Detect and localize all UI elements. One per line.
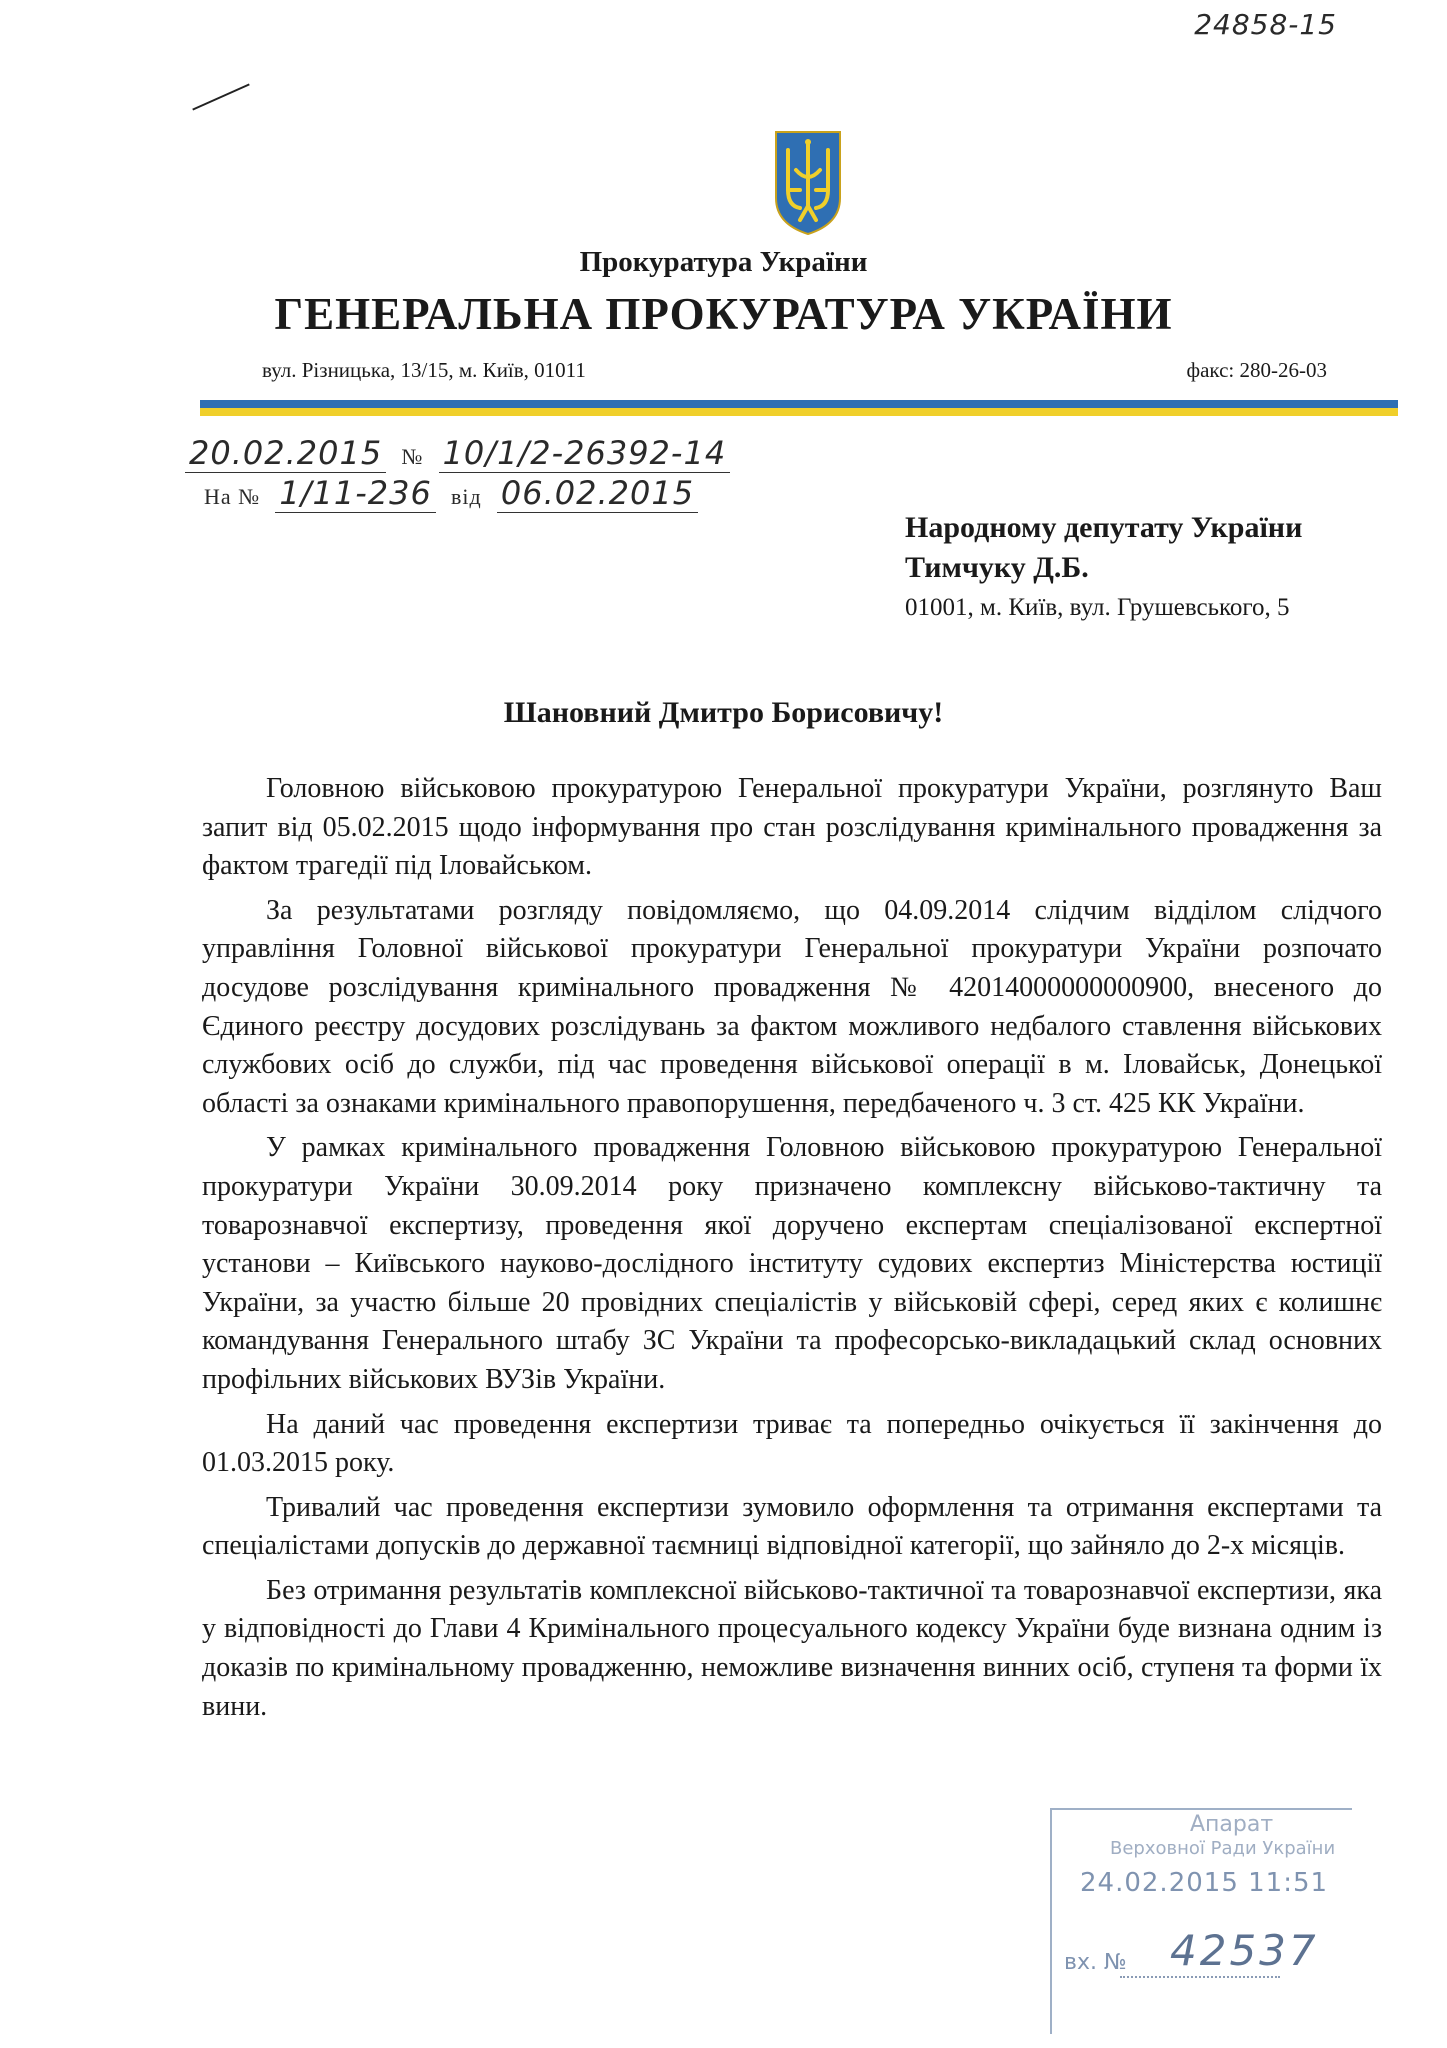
stamp-in-label: вх. №	[1064, 1950, 1127, 1975]
outgoing-date: 20.02.2015	[185, 434, 386, 473]
paragraph: У рамках кримінального провадження Головною військовою прокуратурою Генеральної прокуратури України 30.09.2014 року призначено комплексну військово-тактичну та товарознавчої експертизу, проведення якої доручено експертам спеціалізованої експертної установи – Київського науково-дослідного інституту судових експертиз Міністерства юстиції України, за участю більше 20 провідних спеціалістів у військовій сфері, серед яких є колишнє командування Генерального штабу ЗС України та професорсько-викладацький склад основних профільних військових ВУЗів України.	[202, 1132, 1382, 1395]
paragraph: Головною військовою прокуратурою Генеральної прокуратури України, розглянуто Ваш запит від 05.02.2015 щодо інформування про стан розслідування кримінального провадження за фактом трагедії під Іловайськом.	[202, 773, 1382, 882]
salutation: Шановний Дмитро Борисовичу!	[503, 696, 944, 729]
agency-name-small: Прокуратура України	[579, 246, 868, 278]
handwritten-registration-number: 24858-15	[1194, 8, 1337, 41]
outgoing-reference	[185, 434, 730, 472]
incoming-reference	[200, 474, 698, 512]
pen-mark	[192, 83, 249, 110]
paragraph: Тривалий час проведення експертизи зумовило оформлення та отримання експертами та спеціалістами допусків до державної таємниці відповідної категорії, що зайняло до 2-х місяців.	[202, 1491, 1382, 1562]
stamp-subtitle: Верховної Ради України	[1110, 1838, 1336, 1859]
from-label: від	[450, 484, 482, 509]
registration-stamp	[1050, 1808, 1350, 2032]
addressee-address: 01001, м. Київ, вул. Грушевського, 5	[905, 594, 1290, 621]
stamp-datetime: 24.02.2015 11:51	[1080, 1868, 1329, 1898]
addressee-block	[905, 508, 1302, 628]
stamp-title: Апарат	[1190, 1812, 1274, 1837]
paragraph: За результатами розгляду повідомляємо, що 04.09.2014 слідчим відділом слідчого управління Головної військової прокуратури Генеральної прокуратури України розпочато досудове розслідування кримінального провадження № 42014000000000900, внесеного до Єдиного реєстру досудових розслідувань за фактом можливого недбалого ставлення військових службових осіб до служби, під час проведення військової операції в м. Іловайськ, Донецької області за ознаками кримінального правопорушення, передбаченого ч. 3 ст. 425 КК України.	[202, 894, 1382, 1119]
flag-stripe-blue	[200, 400, 1398, 408]
paragraph: На даний час проведення експертизи триває та попередньо очікується її закінчення до 01.03.2015 року.	[202, 1408, 1382, 1479]
agency-fax: факс: 280-26-03	[1186, 358, 1327, 382]
ref-number: 1/11-236	[275, 474, 435, 513]
flag-stripe	[200, 400, 1398, 416]
number-label: №	[401, 444, 424, 469]
trident-icon	[770, 128, 846, 238]
paragraph: Без отримання результатів комплексної військово-тактичної та товарознавчої експертизи, яка у відповідності до Глави 4 Кримінального процесуального кодексу України буде визнана одним із доказів по кримінальному провадженню, неможливе визначення винних осіб, ступеня та форми їх вини.	[202, 1574, 1382, 1722]
ref-prefix: На №	[204, 484, 261, 509]
agency-address: вул. Різницька, 13/15, м. Київ, 01011	[262, 358, 586, 382]
flag-stripe-yellow	[200, 408, 1398, 416]
letter-body	[202, 770, 1382, 1732]
stamp-dotted-line	[1120, 1976, 1280, 1978]
outgoing-number: 10/1/2-26392-14	[439, 434, 731, 473]
agency-name-heading: ГЕНЕРАЛЬНА ПРОКУРАТУРА УКРАЇНИ	[274, 289, 1173, 339]
addressee-name: Тимчуку Д.Б.	[905, 551, 1089, 584]
ref-date: 06.02.2015	[497, 474, 698, 513]
stamp-in-number: 42537	[1170, 1926, 1319, 1975]
addressee-title: Народному депутату України	[905, 511, 1303, 544]
